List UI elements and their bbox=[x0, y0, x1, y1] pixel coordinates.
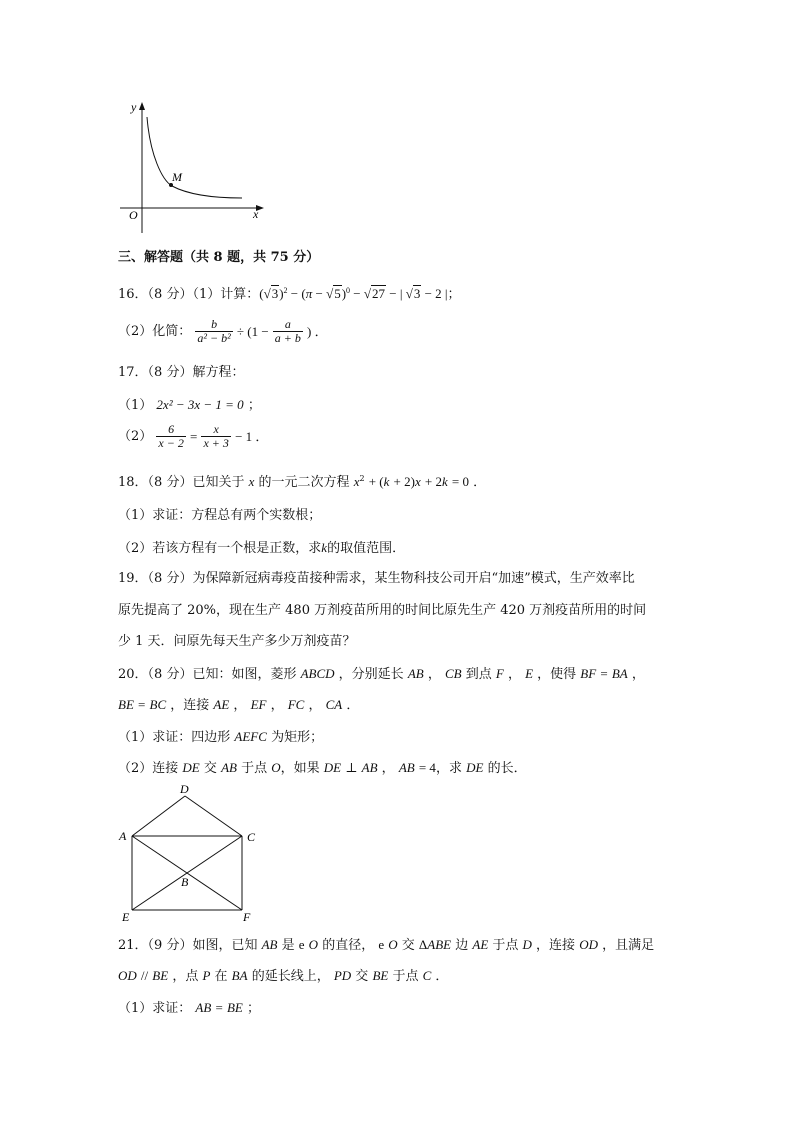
q21-line2: OD // BE ，点 P 在 BA 的延长线上， PD 交 BE 于点 C ． bbox=[118, 968, 449, 984]
fraction: $\frac{b}{\text{a² − b²}}$ bbox=[197, 317, 231, 345]
label-c: C bbox=[247, 830, 256, 844]
label-e: E bbox=[122, 910, 130, 924]
q17-title: 17．（8 分）解方程： bbox=[118, 365, 245, 380]
section-title: 三、解答题（共 8 题，共 75 分） bbox=[118, 250, 320, 265]
q20-p1: （1）求证：四边形 AEFC 为矩形； bbox=[118, 729, 324, 745]
rhombus-rectangle-figure bbox=[112, 778, 272, 926]
fraction: $\frac{x}{x + 3}$ bbox=[203, 422, 229, 450]
fraction: $\frac{6}{x - 2}$ bbox=[158, 422, 184, 450]
q17-p1: （1） 2x² − 3x − 1 = 0 ； bbox=[118, 397, 261, 413]
q20-p2: （2）连接 DE 交 AB 于点 O，如果 DE ⊥ AB ， AB = 4，求 DE 的长． bbox=[118, 760, 527, 776]
q18-p1: （1）求证：方程总有两个实数根； bbox=[118, 508, 322, 523]
label-b: B bbox=[181, 875, 189, 889]
origin-label: O bbox=[129, 208, 138, 222]
label-f: F bbox=[243, 910, 251, 924]
fraction: $\frac{a}{a + b}$ bbox=[274, 317, 301, 345]
q21-p1: （1）求证： AB = BE ； bbox=[118, 1000, 260, 1016]
hyperbola-graph bbox=[112, 95, 272, 235]
point-m-label: M bbox=[172, 170, 182, 184]
q19-line1: 19．（8 分）为保障新冠病毒疫苗接种需求，某生物科技公司开启“加速”模式，生产效率比 bbox=[118, 571, 635, 586]
label-a: A bbox=[119, 829, 127, 843]
q16-line1: 16．（8 分）（1）计算：$(√3)^2 - (\pi - √5)^0 - √27$ − | √3 − 2 |； bbox=[118, 286, 461, 302]
q19-line3: 少 1 天．问原先每天生产多少万剂疫苗？ bbox=[118, 634, 356, 649]
q19-line2: 原先提高了 20%，现在生产 480 万剂疫苗所用的时间比原先生产 420 万剂疫苗所用的时间 bbox=[118, 603, 647, 618]
q21-line1: 21．（9 分）如图，已知 AB 是 e O 的直径， e O 交 ΔABE 边 AE 于点 D ，连接 OD ，且满足 bbox=[118, 937, 655, 953]
label-d: D bbox=[180, 782, 189, 796]
q20-line2: BE = BC ，连接 AE ， EF ， FC ， CA ． bbox=[118, 697, 360, 713]
q20-line1: 20．（8 分）已知：如图，菱形 ABCD ，分别延长 AB ， CB 到点 F ， E ，使得 BF = BA ， bbox=[118, 666, 645, 682]
y-axis-label: y bbox=[131, 100, 137, 114]
q16-line2: （2）化简： $\frac{b}{\text{a² − b²}}$ ÷ (1 − $\frac{a}{a + b}$ ) ． bbox=[118, 317, 328, 345]
x-axis-label: x bbox=[253, 207, 259, 221]
q18-p2: （2）若该方程有一个根是正数，求k的取值范围． bbox=[118, 540, 406, 556]
q17-p2: （2） $\frac{6}{x - 2}$ = $\frac{x}{x + 3}$ − 1 ． bbox=[118, 422, 269, 450]
q18-line1: 18．（8 分）已知关于 x 的一元二次方程 $x^2 + (k + 2)x + 2k = 0$ ． bbox=[118, 474, 487, 490]
